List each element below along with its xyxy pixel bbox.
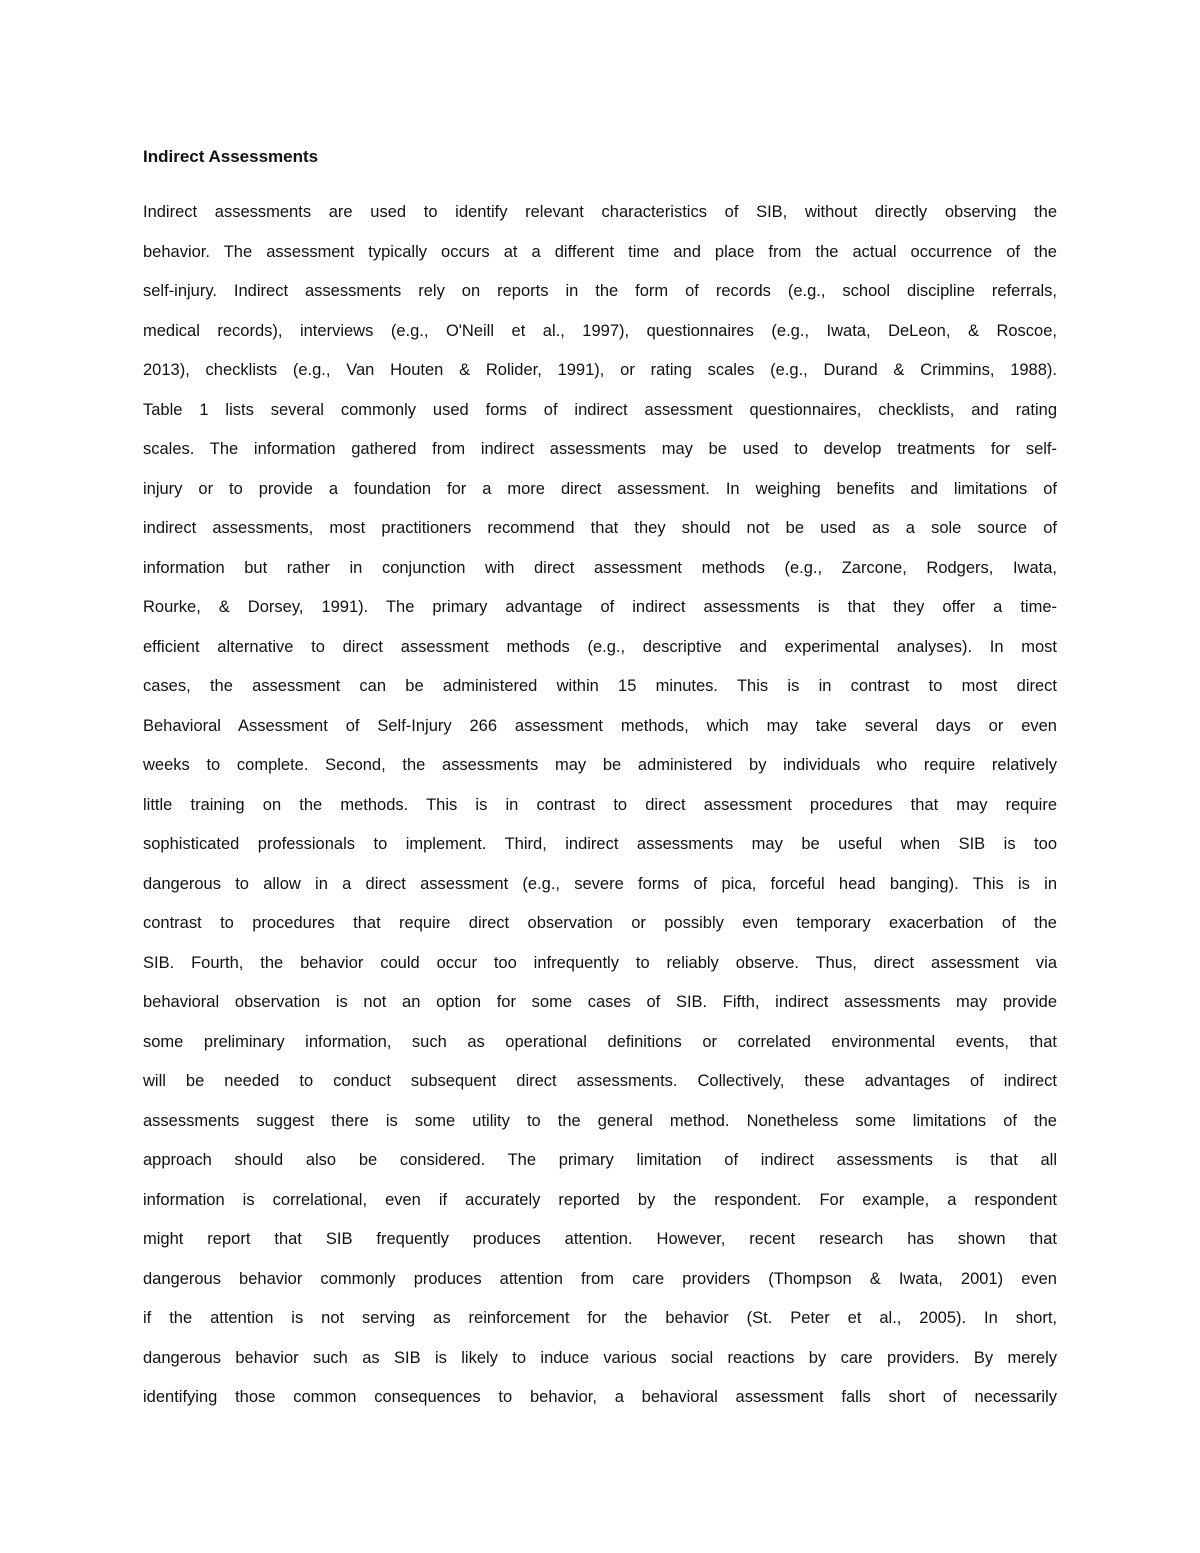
paragraph-line: 2013), checklists (e.g., Van Houten & Rolider, 1991), or rating scales (e.g., Durand & Crimmins, 1988). (143, 361, 1057, 379)
paragraph-line: efficient alternative to direct assessment methods (e.g., descriptive and experimental analyses). In most (143, 637, 1057, 656)
paragraph-line: dangerous behavior such as SIB is likely to induce various social reactions by care providers. By merely (143, 1348, 1057, 1367)
paragraph-line: behavioral observation is not an option for some cases of SIB. Fifth, indirect assessments may provide (143, 993, 1057, 1011)
paragraph-line: identifying those common consequences to behavior, a behavioral assessment falls short of necessarily (143, 1388, 1057, 1406)
paragraph-line: Rourke, & Dorsey, 1991). The primary advantage of indirect assessments is that they offer a time- (143, 598, 1057, 616)
paragraph-line: self-injury. Indirect assessments rely on reports in the form of records (e.g., school discipline referrals, (143, 282, 1057, 300)
paragraph-line: SIB. Fourth, the behavior could occur too infrequently to reliably observe. Thus, direct assessment via (143, 953, 1057, 972)
paragraph-line: will be needed to conduct subsequent direct assessments. Collectively, these advantages of indirect (143, 1072, 1057, 1090)
paragraph-line: injury or to provide a foundation for a more direct assessment. In weighing benefits and limitations of (143, 479, 1057, 498)
paragraph-line: little training on the methods. This is in contrast to direct assessment procedures that may require (143, 795, 1057, 814)
paragraph-line: if the attention is not serving as reinforcement for the behavior (St. Peter et al., 2005). In short, (143, 1309, 1057, 1327)
paragraph-line: some preliminary information, such as operational definitions or correlated environmental events, that (143, 1032, 1057, 1051)
paragraph-line: might report that SIB frequently produces attention. However, recent research has shown that (143, 1230, 1057, 1248)
paragraph-line: information but rather in conjunction with direct assessment methods (e.g., Zarcone, Rodgers, Iwata, (143, 558, 1057, 577)
paragraph-line: behavior. The assessment typically occurs at a different time and place from the actual occurrence of the (143, 242, 1057, 261)
paragraph-line: contrast to procedures that require direct observation or possibly even temporary exacerbation of the (143, 914, 1057, 932)
paragraph-line: assessments suggest there is some utility to the general method. Nonetheless some limitations of the (143, 1111, 1057, 1130)
paragraph-line: dangerous behavior commonly produces attention from care providers (Thompson & Iwata, 2001) even (143, 1269, 1057, 1288)
paragraph-line: Indirect assessments are used to identify relevant characteristics of SIB, without directly observing the (143, 203, 1057, 221)
paragraph-line: Behavioral Assessment of Self-Injury 266 assessment methods, which may take several days or even (143, 716, 1057, 735)
paragraph-line: cases, the assessment can be administered within 15 minutes. This is in contrast to most direct (143, 677, 1057, 695)
paragraph-line: information is correlational, even if accurately reported by the respondent. For example, a respondent (143, 1190, 1057, 1209)
body-paragraph (143, 198, 1057, 1423)
paragraph-line: indirect assessments, most practitioners recommend that they should not be used as a sole source of (143, 519, 1057, 537)
paragraph-line: approach should also be considered. The primary limitation of indirect assessments is that all (143, 1151, 1057, 1169)
paragraph-line: medical records), interviews (e.g., O'Neill et al., 1997), questionnaires (e.g., Iwata, DeLeon, & Roscoe, (143, 321, 1057, 340)
paragraph-line: Table 1 lists several commonly used forms of indirect assessment questionnaires, checklists, and rating (143, 400, 1057, 419)
section-heading: Indirect Assessments (143, 147, 319, 166)
paragraph-line: sophisticated professionals to implement. Third, indirect assessments may be useful when SIB is too (143, 835, 1057, 853)
paragraph-line: dangerous to allow in a direct assessment (e.g., severe forms of pica, forceful head banging). This is in (143, 874, 1057, 893)
paragraph-line: scales. The information gathered from indirect assessments may be used to develop treatments for self- (143, 440, 1057, 458)
paragraph-line: weeks to complete. Second, the assessments may be administered by individuals who require relatively (143, 756, 1057, 774)
